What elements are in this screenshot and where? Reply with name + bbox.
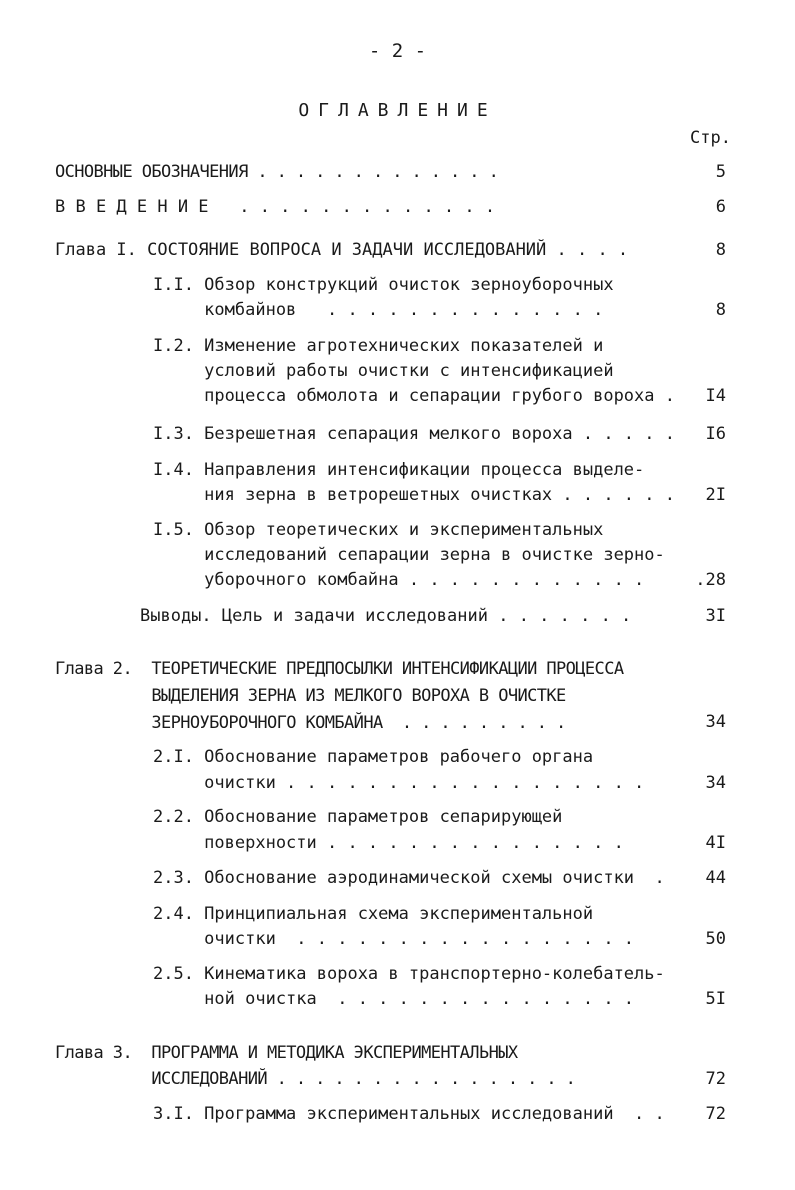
toc-entry-line: условий работы очистки с интенсификацией xyxy=(153,361,614,381)
page-number: - 2 - xyxy=(368,40,427,62)
toc-entry-line: ния зерна в ветрорешетных очистках . . . . . . xyxy=(153,485,675,505)
toc-entry-line: очистки . . . . . . . . . . . . . . . . . xyxy=(153,929,635,949)
toc-page-number: 8 xyxy=(715,300,726,320)
toc-page-number: I4 xyxy=(705,386,726,406)
toc-entry-line: I.5. Обзор теоретических и экспериментальных xyxy=(153,520,604,540)
toc-page-number: 3I xyxy=(705,606,726,626)
toc-page-number: 5I xyxy=(705,989,726,1009)
toc-entry-line: Выводы. Цель и задачи исследований . . . . . . . xyxy=(140,606,632,626)
toc-entry-line: I.2. Изменение агротехнических показателей и xyxy=(153,336,604,356)
page-title: ОГЛАВЛЕНИЕ xyxy=(298,100,497,121)
toc-page-number: 5 xyxy=(715,162,726,182)
toc-page-number: 34 xyxy=(705,712,726,732)
toc-entry-line: I.3. Безрешетная сепарация мелкого вороха . . . . . xyxy=(153,424,675,444)
toc-entry-line: уборочного комбайна . . . . . . . . . . . . xyxy=(153,570,645,590)
toc-entry-line: ной очистка . . . . . . . . . . . . . . . xyxy=(153,989,635,1009)
page-column-header: Стр. xyxy=(690,128,731,148)
toc-page-number: 72 xyxy=(705,1069,726,1089)
toc-entry-line: ИССЛЕДОВАНИЙ . . . . . . . . . . . . . . . . xyxy=(55,1069,576,1089)
toc-entry-line: ВЫДЕЛЕНИЯ ЗЕРНА ИЗ МЕЛКОГО ВОРОХА В ОЧИСТКЕ xyxy=(55,686,566,706)
toc-entry-line: очистки . . . . . . . . . . . . . . . . . . xyxy=(153,773,645,793)
toc-page-number: 44 xyxy=(705,868,726,888)
toc-entry-line: Глава 2. ТЕОРЕТИЧЕСКИЕ ПРЕДПОСЫЛКИ ИНТЕНСИФИКАЦИИ ПРОЦЕССА xyxy=(55,659,624,679)
toc-entry-line: ЗЕРНОУБОРОЧНОГО КОМБАЙНА . . . . . . . . . xyxy=(55,713,566,733)
toc-entry-line: процесса обмолота и сепарации грубого вороха . xyxy=(153,386,675,406)
toc-entry-line: комбайнов . . . . . . . . . . . . . . xyxy=(153,300,604,320)
toc-entry-line: 2.I. Обоснование параметров рабочего органа xyxy=(153,747,594,767)
toc-page-number: 72 xyxy=(705,1104,726,1124)
toc-page-number: 6 xyxy=(715,197,726,217)
toc-entry-line: 3.I. Программа экспериментальных исследований . . xyxy=(153,1104,665,1124)
toc-entry-line: 2.4. Принципиальная схема экспериментальной xyxy=(153,904,594,924)
toc-page-number: .28 xyxy=(695,570,726,590)
toc-page-number: 4I xyxy=(705,833,726,853)
toc-page-number: 50 xyxy=(705,929,726,949)
toc-entry-line: I.4. Направления интенсификации процесса выделе- xyxy=(153,460,645,480)
toc-entry-line: 2.5. Кинематика вороха в транспортерно-колебатель- xyxy=(153,964,665,984)
toc-page-number: 34 xyxy=(705,773,726,793)
toc-entry-line: исследований сепарации зерна в очистке зерно- xyxy=(153,545,665,565)
toc-entry-line: Глава 3. ПРОГРАММА И МЕТОДИКА ЭКСПЕРИМЕНТАЛЬНЫХ xyxy=(55,1043,518,1063)
toc-entry-line: 2.3. Обоснование аэродинамической схемы очистки . xyxy=(153,868,665,888)
toc-entry-line: Глава I. СОСТОЯНИЕ ВОПРОСА И ЗАДАЧИ ИССЛЕДОВАНИЙ . . . . xyxy=(55,240,629,260)
toc-entry-line: 2.2. Обоснование параметров сепарирующей xyxy=(153,807,563,827)
toc-page-number: 2I xyxy=(705,485,726,505)
toc-entry-line: I.I. Обзор конструкций очисток зерноуборочных xyxy=(153,275,614,295)
toc-page-number: 8 xyxy=(715,240,726,260)
toc-entry-line: ОСНОВНЫЕ ОБОЗНАЧЕНИЯ . . . . . . . . . . . . . xyxy=(55,162,499,182)
toc-entry-line: поверхности . . . . . . . . . . . . . . . xyxy=(153,833,624,853)
toc-entry-line: В В Е Д Е Н И Е . . . . . . . . . . . . . xyxy=(55,197,496,217)
toc-page-number: I6 xyxy=(705,424,726,444)
